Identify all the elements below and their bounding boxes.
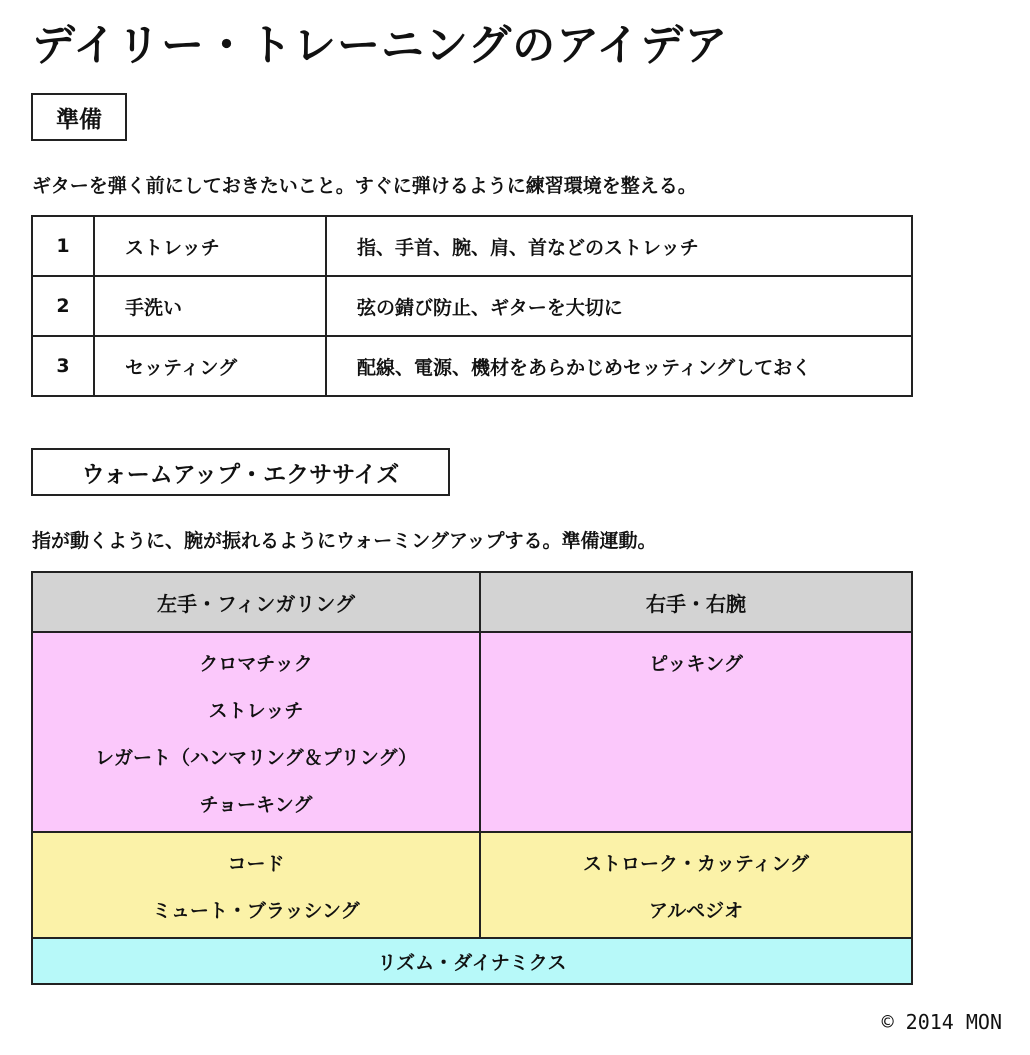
right-hand-exercises	[480, 632, 912, 832]
list-item: ストレッチ	[208, 700, 304, 722]
warmup-heading: ウォームアップ・エクササイズ	[31, 448, 450, 496]
list-item: クロマチック	[199, 653, 313, 675]
warmup-intro: 指が動くように、腕が振れるようにウォーミングアップする。準備運動。	[32, 530, 657, 552]
prep-heading: 準備	[31, 93, 127, 141]
rhythm-dynamics: リズム・ダイナミクス	[32, 938, 912, 984]
left-hand-chords	[32, 832, 480, 938]
prep-table	[31, 215, 913, 397]
warmup-table	[31, 571, 913, 985]
row-name: セッティング	[94, 336, 326, 396]
row-description: 弦の錆び防止、ギターを大切に	[326, 276, 912, 336]
row-number: 3	[32, 336, 94, 396]
list-item: コード	[227, 853, 285, 875]
copyright: © 2014 MON	[881, 1010, 1002, 1034]
list-item: レガート（ハンマリング＆プリング）	[94, 747, 418, 769]
header-right-hand: 右手・右腕	[480, 572, 912, 632]
table-row	[32, 832, 912, 938]
row-description: 指、手首、腕、肩、首などのストレッチ	[326, 216, 912, 276]
list-item: アルペジオ	[648, 900, 744, 922]
table-header-row	[32, 572, 912, 632]
row-number: 1	[32, 216, 94, 276]
table-row	[32, 216, 912, 276]
row-number: 2	[32, 276, 94, 336]
row-name: ストレッチ	[94, 216, 326, 276]
header-left-hand: 左手・フィンガリング	[32, 572, 480, 632]
page-title: デイリー・トレーニングのアイデア	[32, 21, 729, 71]
list-item: ストローク・カッティング	[583, 853, 809, 875]
list-item: ミュート・ブラッシング	[152, 900, 360, 922]
left-hand-exercises	[32, 632, 480, 832]
table-row	[32, 632, 912, 832]
list-item: ピッキング	[649, 653, 743, 675]
table-row	[32, 336, 912, 396]
prep-intro: ギターを弾く前にしておきたいこと。すぐに弾けるように練習環境を整える。	[32, 175, 697, 197]
list-item: チョーキング	[199, 794, 313, 816]
row-description: 配線、電源、機材をあらかじめセッティングしておく	[326, 336, 912, 396]
table-row	[32, 938, 912, 984]
row-name: 手洗い	[94, 276, 326, 336]
table-row	[32, 276, 912, 336]
right-hand-strokes	[480, 832, 912, 938]
